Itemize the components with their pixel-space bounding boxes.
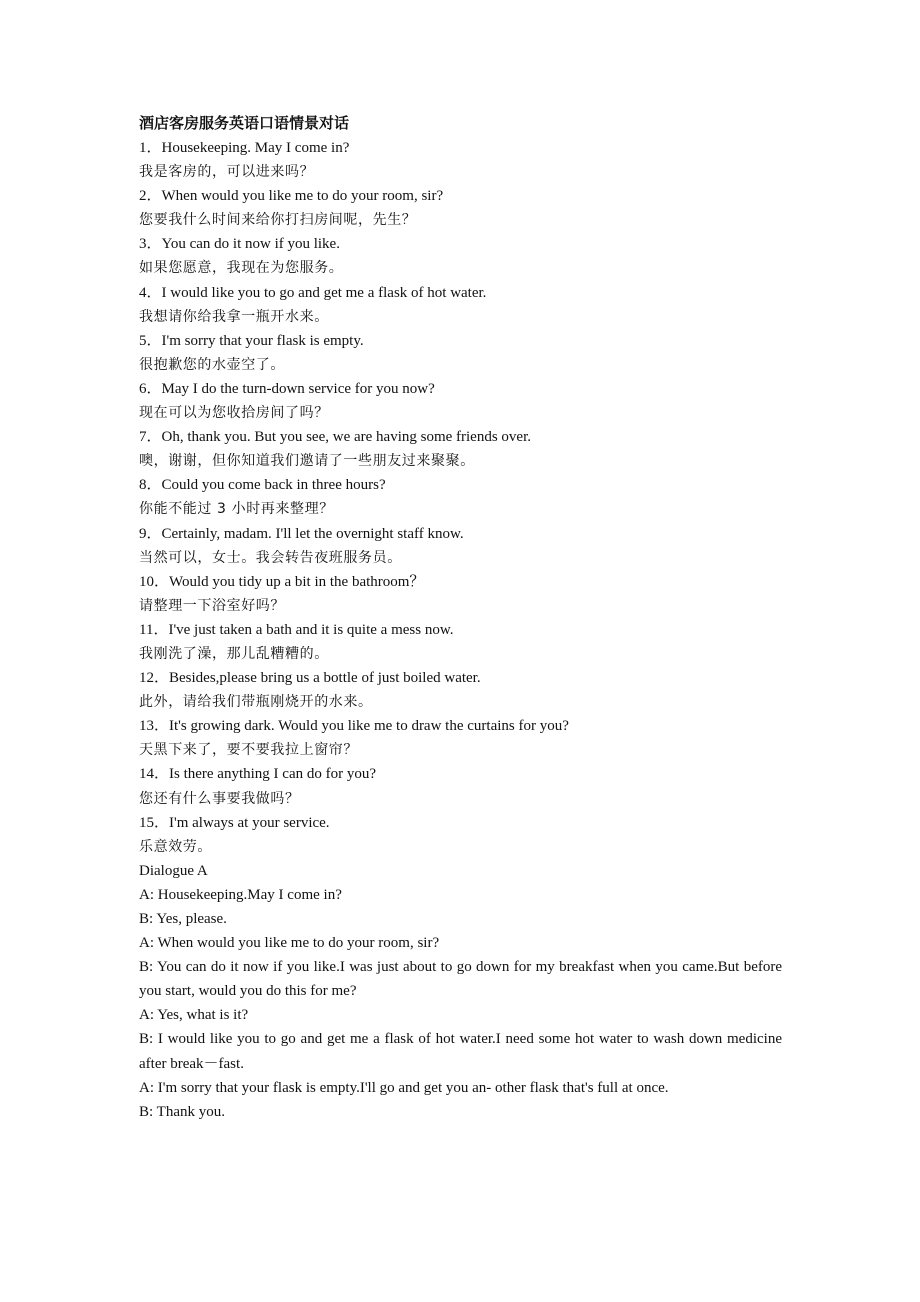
- phrase-en: 14．Is there anything I can do for you?: [139, 766, 377, 783]
- dialogue-line: A: When would you like me to do your room, sir?: [139, 935, 440, 952]
- phrase-zh: 当然可以，女士。我会转告夜班服务员。: [139, 549, 402, 566]
- phrase-en: 9．Certainly, madam. I'll let the overnight staff know.: [139, 525, 464, 542]
- phrase-zh: 很抱歉您的水壶空了。: [139, 356, 285, 373]
- phrase-en: 5．I'm sorry that your flask is empty.: [139, 332, 364, 349]
- phrase-en: 11．I've just taken a bath and it is quite a mess now.: [139, 621, 454, 638]
- phrase-en: 13．It's growing dark. Would you like me to draw the curtains for you?: [139, 718, 569, 735]
- phrase-en: 10．Would you tidy up a bit in the bathroom？: [139, 573, 425, 590]
- phrase-en: 4．I would like you to go and get me a flask of hot water.: [139, 284, 487, 301]
- dialogue-heading: Dialogue A: [139, 862, 208, 879]
- phrase-zh: 我是客房的，可以进来吗？: [139, 164, 315, 181]
- phrase-zh: 噢，谢谢，但你知道我们邀请了一些朋友过来聚聚。: [139, 453, 475, 470]
- dialogue-line: B: Yes, please.: [139, 911, 227, 927]
- phrase-zh: 我想请你给我拿一瓶开水来。: [139, 308, 329, 325]
- document-page: [139, 112, 782, 1124]
- phrase-zh: 乐意效劳。: [139, 838, 212, 855]
- dialogue-line: A: Housekeeping.May I come in?: [139, 886, 342, 903]
- phrase-zh: 我刚洗了澡，那儿乱糟糟的。: [139, 645, 329, 662]
- document-title: 酒店客房服务英语口语情景对话: [139, 116, 350, 132]
- phrase-en: 6．May I do the turn-down service for you now?: [139, 380, 435, 397]
- phrase-en: 1．Housekeeping. May I come in?: [139, 140, 350, 156]
- dialogue-line: A: I'm sorry that your flask is empty.I'll go and get you an- other flask that's full at once.: [139, 1079, 669, 1096]
- dialogue-section: [139, 859, 782, 1124]
- phrase-en: 8．Could you come back in three hours?: [139, 477, 386, 494]
- phrase-zh: 现在可以为您收拾房间了吗？: [139, 405, 329, 422]
- dialogue-line: B: You can do it now if you like.I was just about to go down for my breakfast when you came.But before you start, would you do this for me?: [139, 959, 782, 1000]
- phrase-zh: 如果您愿意，我现在为您服务。: [139, 260, 344, 277]
- phrase-zh: 请整理一下浴室好吗？: [139, 597, 285, 614]
- phrase-zh: 此外，请给我们带瓶刚烧开的水来。: [139, 694, 373, 711]
- phrase-list: [139, 136, 782, 859]
- dialogue-line: B: I would like you to go and get me a flask of hot water.I need some hot water to wash down medicine after break－fast.: [139, 1031, 782, 1072]
- dialogue-line: B: Thank you.: [139, 1103, 225, 1120]
- phrase-zh: 天黑下来了，要不要我拉上窗帘？: [139, 742, 358, 759]
- phrase-en: 15．I'm always at your service.: [139, 814, 330, 831]
- dialogue-line: A: Yes, what is it?: [139, 1007, 249, 1024]
- phrase-en: 12．Besides,please bring us a bottle of just boiled water.: [139, 670, 481, 687]
- phrase-en: 7．Oh, thank you. But you see, we are having some friends over.: [139, 429, 531, 446]
- phrase-en: 2．When would you like me to do your room, sir?: [139, 188, 444, 205]
- phrase-en: 3．You can do it now if you like.: [139, 236, 340, 253]
- phrase-zh: 您还有什么事要我做吗？: [139, 790, 300, 807]
- phrase-zh: 您要我什么时间来给你打扫房间呢，先生？: [139, 212, 417, 229]
- phrase-zh: 你能不能过 3 小时再来整理？: [139, 501, 334, 518]
